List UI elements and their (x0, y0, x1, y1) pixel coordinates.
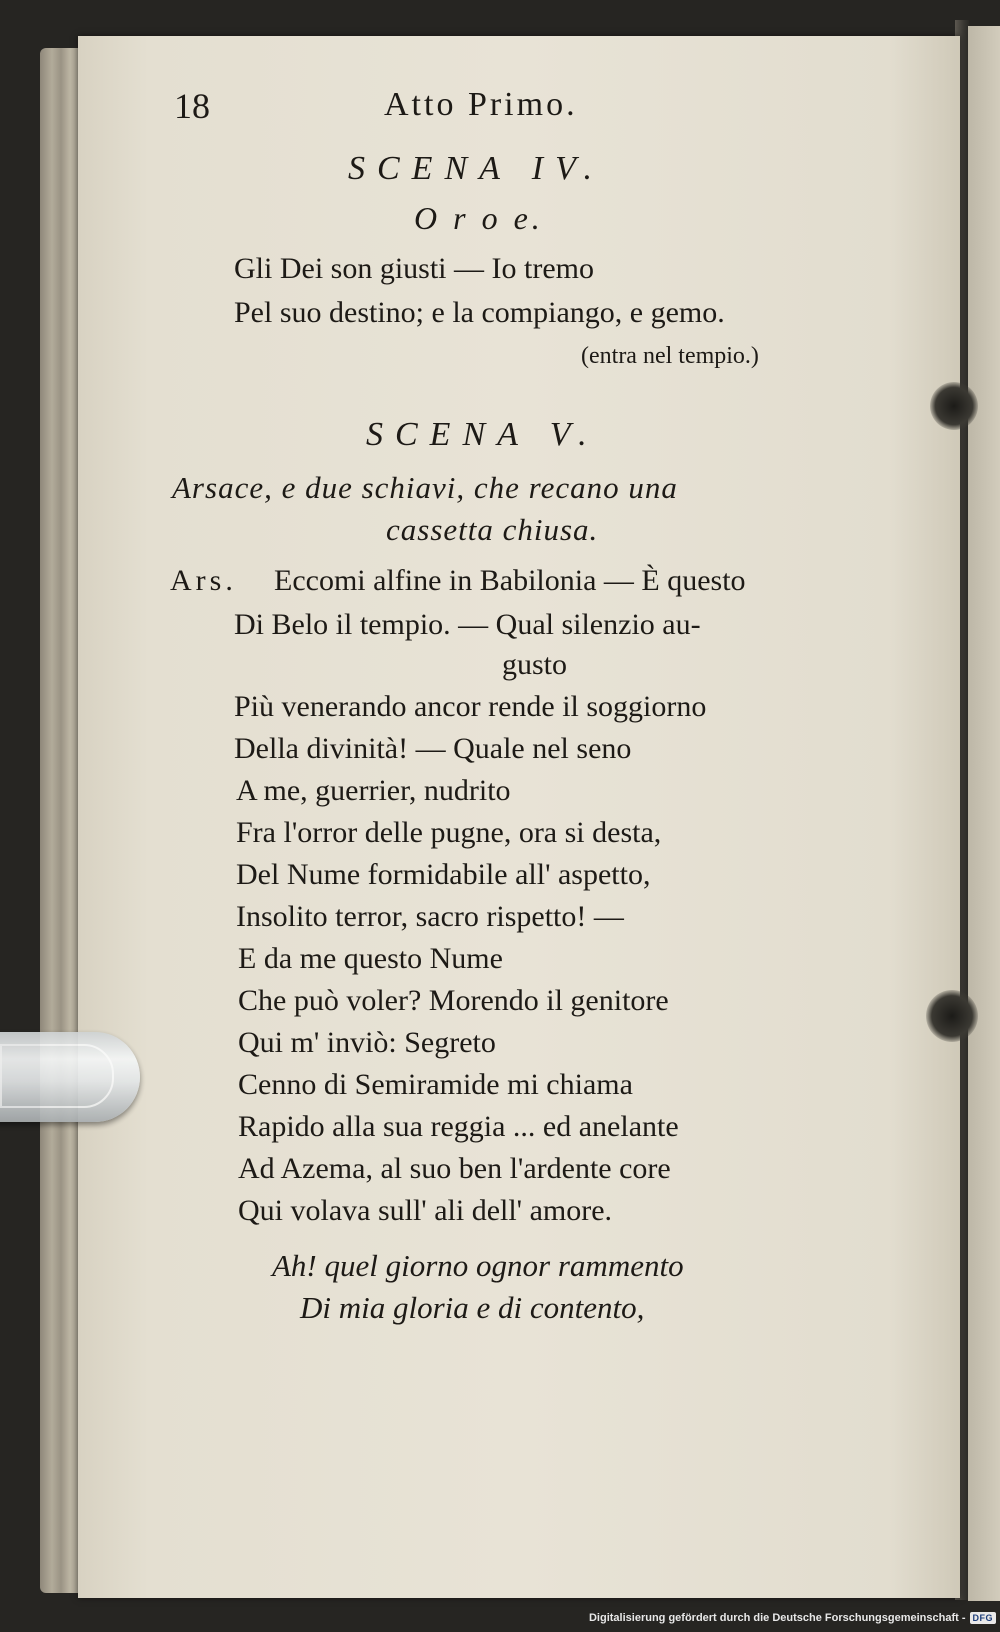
verse-line: Fra l'orror delle pugne, ora si desta, (236, 816, 662, 849)
verse-line: E da me questo Nume (238, 942, 503, 975)
scene-5-description-1: Arsace, e due schiavi, che recano una (172, 470, 678, 505)
footer-credit-text: Digitalisierung gefördert durch die Deutsche Forschungsgemeinschaft - (588, 1612, 966, 1624)
book-page (78, 36, 960, 1598)
page-clip (0, 1032, 140, 1122)
scene-4-character: O r o e. (414, 200, 544, 236)
binding-hole (930, 382, 978, 430)
page-number: 18 (174, 86, 210, 126)
footer-credit (589, 1606, 996, 1630)
verse-line: Eccomi alfine in Babilonia — È questo (274, 564, 746, 597)
facing-page-edge (968, 26, 1000, 1601)
binding-hole (926, 990, 978, 1042)
verse-line: Ad Azema, al suo ben l'ardente core (238, 1152, 671, 1185)
scene-5-description-2: cassetta chiusa. (386, 512, 599, 547)
scene-4-title: SCENA IV. (348, 150, 604, 187)
verse-line: Cenno di Semiramide mi chiama (238, 1068, 633, 1101)
stage-direction: (entra nel tempio.) (581, 343, 759, 369)
speaker-ars: Ars. (170, 564, 237, 597)
aria-line: Ah! quel giorno ognor rammento (272, 1248, 684, 1283)
verse-line: Rapido alla sua reggia ... ed anelante (238, 1110, 679, 1143)
verse-line: Di Belo il tempio. — Qual silenzio au- (234, 608, 701, 641)
scene-4-line-2: Pel suo destino; e la compiango, e gemo. (234, 296, 725, 329)
verse-line: gusto (502, 648, 568, 681)
verse-line: Qui m' inviò: Segreto (238, 1026, 496, 1059)
dfg-logo: DFG (970, 1612, 997, 1624)
verse-line: Insolito terror, sacro rispetto! — (236, 900, 624, 933)
verse-line: Qui volava sull' ali dell' amore. (238, 1194, 613, 1227)
verse-line: Che può voler? Morendo il genitore (238, 984, 669, 1017)
scene-5-title: SCENA V. (366, 416, 599, 453)
verse-line: Del Nume formidabile all' aspetto, (236, 858, 651, 891)
running-header: Atto Primo. (384, 86, 578, 123)
scene-4-line-1: Gli Dei son giusti — Io tremo (234, 252, 594, 285)
aria-line: Di mia gloria e di contento, (300, 1290, 645, 1325)
verse-line: Più venerando ancor rende il soggiorno (234, 690, 707, 723)
verse-line: A me, guerrier, nudrito (236, 774, 511, 807)
page-text (78, 36, 960, 1598)
page-clip-highlight (0, 1044, 114, 1108)
verse-line: Della divinità! — Quale nel seno (234, 732, 632, 765)
